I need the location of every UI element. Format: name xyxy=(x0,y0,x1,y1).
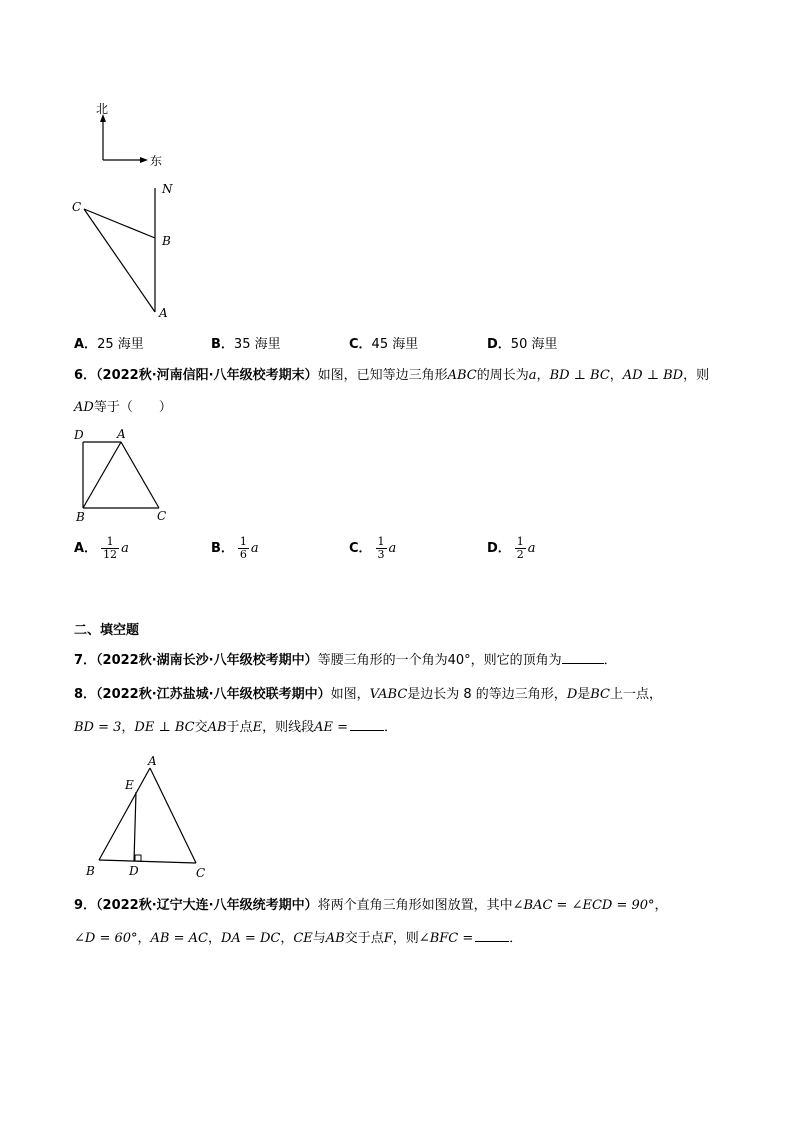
q7-stem: 7．（2022秋·湖南长沙·八年级校考期中）等腰三角形的一个角为40°，则它的顶角为 ． xyxy=(74,653,617,668)
q5-option-b[interactable]: B．35 海里 xyxy=(211,337,281,352)
q5-label-A: A xyxy=(159,306,168,320)
q5-option-d[interactable]: D．50 海里 xyxy=(487,337,558,352)
q6-label-C: C xyxy=(157,509,167,523)
q6-option-b[interactable]: B． $\frac{1}{6}$ a xyxy=(211,535,259,561)
section-title-fill-in: 二、填空题 xyxy=(74,623,140,638)
q8-label-A: A xyxy=(148,754,157,768)
q6-stem-line1: 6．（2022秋·河南信阳·八年级校考期末）如图，已知等边三角形ABC的周长为a，BD ⊥ BC，AD ⊥ BD，则 xyxy=(74,368,710,383)
compass-east-label: 东 xyxy=(150,154,163,168)
q8-stem-line1: 8．（2022秋·江苏盐城·八年级校联考期中）如图，VABC是边长为 8 的等边三角形，D是BC上一点， xyxy=(74,687,663,702)
q8-stem-line2: BD = 3，DE ⊥ BC交AB于点E，则线段AE = ． xyxy=(74,720,397,735)
q6-label-A: A xyxy=(117,427,126,441)
q6-option-d[interactable]: D． $\frac{1}{2}$ a xyxy=(487,535,536,561)
q8-label-C: C xyxy=(196,866,206,880)
q8-label-B: B xyxy=(86,864,95,878)
q9-stem-line1: 9．（2022秋·辽宁大连·八年级统考期中）将两个直角三角形如图放置，其中∠BAC = ∠ECD = 90°， xyxy=(74,898,668,913)
q5-label-C: C xyxy=(72,200,82,214)
q5-label-B: B xyxy=(162,234,171,248)
q6-option-a[interactable]: A． $\frac{1}{12}$ a xyxy=(74,535,129,561)
q8-label-D: D xyxy=(129,864,139,878)
q5-label-N: N xyxy=(162,182,173,196)
q6-label-D: D xyxy=(74,428,84,442)
q6-stem-line2: AD等于（ ） xyxy=(74,400,172,415)
q5-option-c[interactable]: C．45 海里 xyxy=(349,337,419,352)
q6-label-B: B xyxy=(76,510,85,524)
q9-stem-line2: ∠D = 60°，AB = AC，DA = DC，CE与AB交于点F，则∠BFC = ． xyxy=(74,931,523,946)
q8-label-E: E xyxy=(125,778,134,792)
q5-option-a[interactable]: A．25 海里 xyxy=(74,337,144,352)
q9-answer-blank[interactable] xyxy=(475,929,509,942)
q6-option-c[interactable]: C． $\frac{1}{3}$ a xyxy=(349,535,397,561)
compass-north-label: 北 xyxy=(96,102,109,116)
